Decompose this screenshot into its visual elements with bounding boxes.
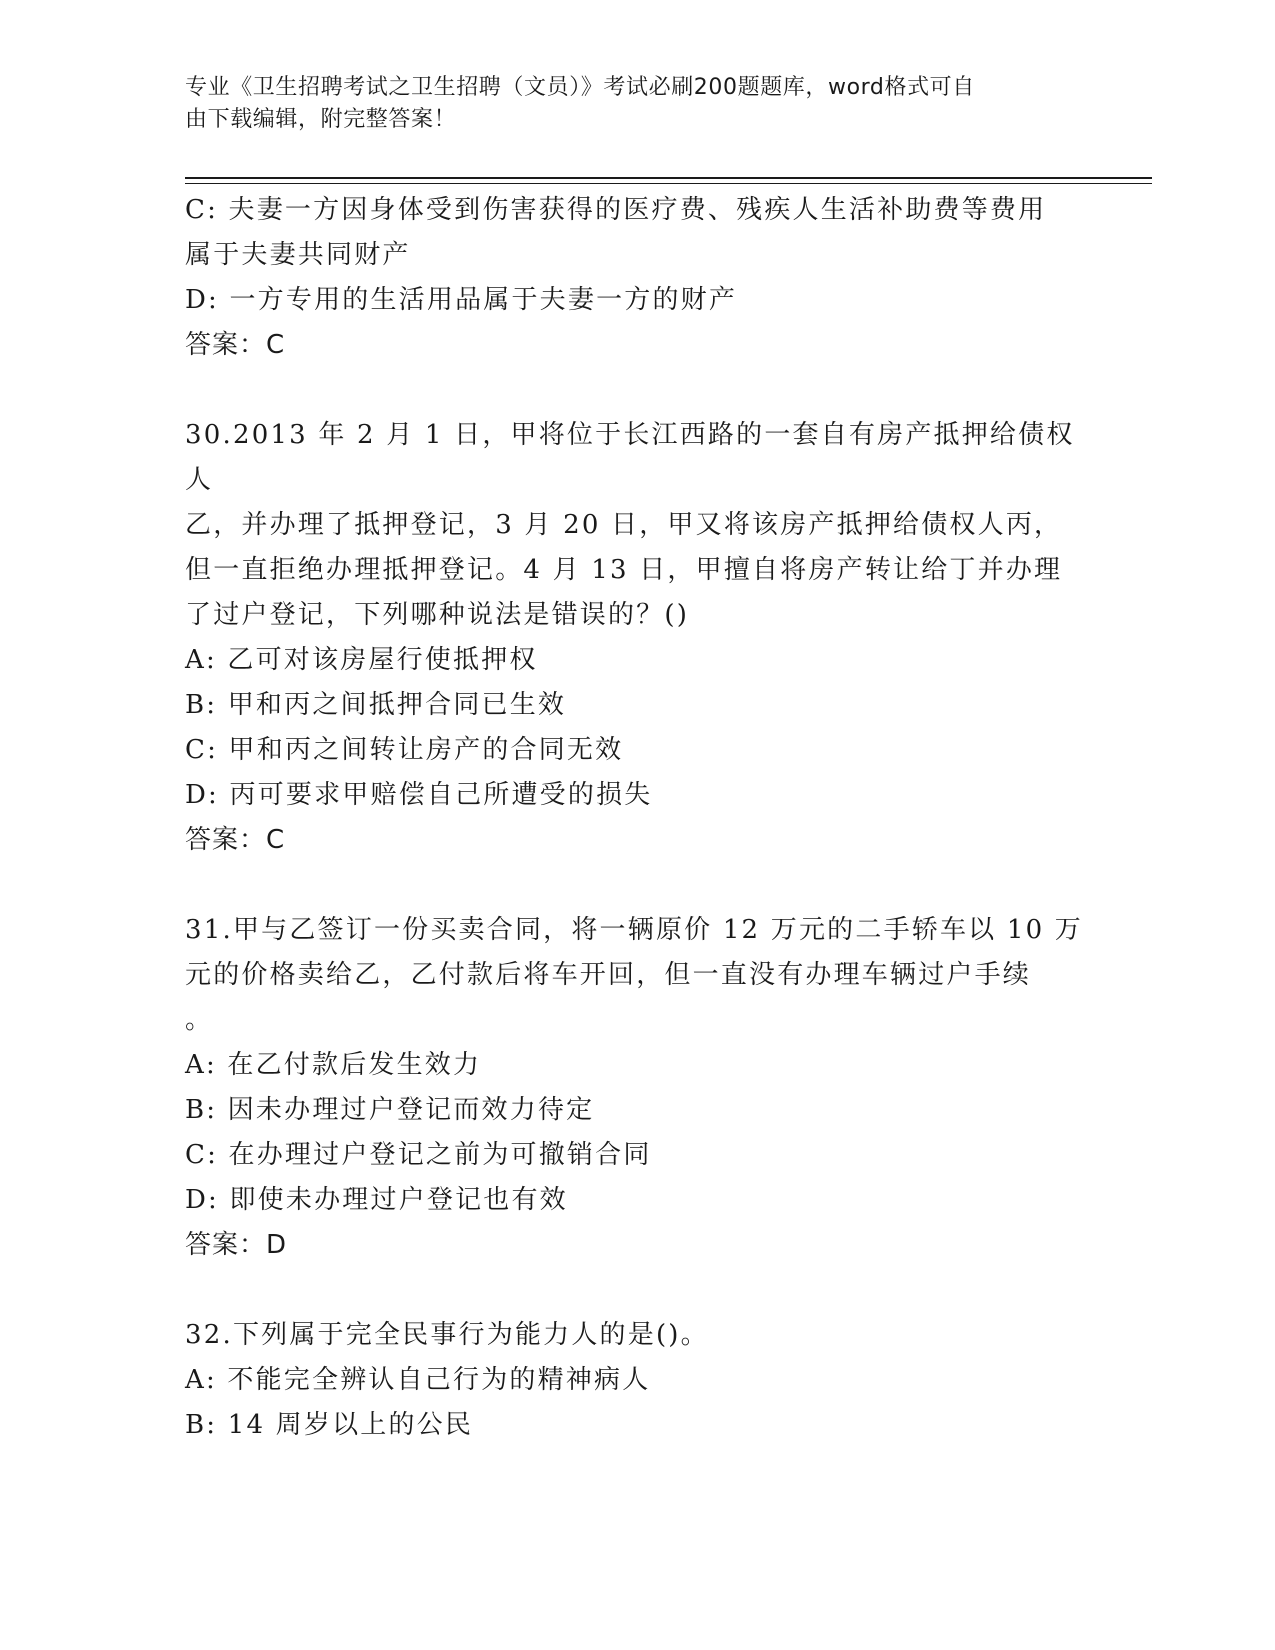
header-rule-thick bbox=[185, 177, 1152, 179]
question-stem-line-3: 但一直拒绝办理抵押登记。4 月 13 日，甲擅自将房产转让给丁并办理 bbox=[185, 555, 1063, 585]
option-a: A: 乙可对该房屋行使抵押权 bbox=[185, 645, 538, 675]
question-stem-line-4: 了过户登记，下列哪种说法是错误的？() bbox=[185, 600, 690, 630]
spacer bbox=[185, 863, 1085, 908]
option-d: D: 一方专用的生活用品属于夫妻一方的财产 bbox=[185, 285, 738, 315]
header-line-2: 由下载编辑，附完整答案！ bbox=[185, 107, 457, 132]
option-b: B: 因未办理过户登记而效力待定 bbox=[185, 1095, 595, 1125]
option-a: A: 不能完全辨认自己行为的精神病人 bbox=[185, 1365, 651, 1395]
option-b: B: 14 周岁以上的公民 bbox=[185, 1410, 474, 1440]
answer: 答案：D bbox=[185, 1230, 288, 1260]
option-a: A: 在乙付款后发生效力 bbox=[185, 1050, 482, 1080]
header-rule-thin bbox=[185, 183, 1152, 184]
question-32 bbox=[185, 1313, 1085, 1448]
question-stem-line-1: 30.2013 年 2 月 1 日，甲将位于长江西路的一套自有房产抵押给债权人 bbox=[185, 420, 1075, 495]
question-stem-line-1: 32.下列属于完全民事行为能力人的是()。 bbox=[185, 1320, 709, 1350]
option-b: B: 甲和丙之间抵押合同已生效 bbox=[185, 690, 567, 720]
question-31 bbox=[185, 908, 1085, 1268]
question-stem-line-3: 。 bbox=[185, 1005, 214, 1035]
question-stem-line-2: 乙，并办理了抵押登记，3 月 20 日，甲又将该房产抵押给债权人丙， bbox=[185, 510, 1063, 540]
option-c: C: 在办理过户登记之前为可撤销合同 bbox=[185, 1140, 652, 1170]
header-line-1: 专业《卫生招聘考试之卫生招聘（文员）》考试必刷200题题库，word格式可自 bbox=[185, 75, 975, 100]
option-c: C: 甲和丙之间转让房产的合同无效 bbox=[185, 735, 624, 765]
option-c-line-1: C: 夫妻一方因身体受到伤害获得的医疗费、残疾人生活补助费等费用 bbox=[185, 195, 1047, 225]
spacer bbox=[185, 368, 1085, 413]
option-c-line-2: 属于夫妻共同财产 bbox=[185, 240, 411, 270]
question-30 bbox=[185, 413, 1085, 863]
answer: 答案：C bbox=[185, 330, 286, 360]
option-d: D: 丙可要求甲赔偿自己所遭受的损失 bbox=[185, 780, 653, 810]
answer: 答案：C bbox=[185, 825, 286, 855]
option-d: D: 即使未办理过户登记也有效 bbox=[185, 1185, 568, 1215]
document-header bbox=[185, 72, 1085, 136]
document-body bbox=[185, 188, 1085, 1448]
question-stem-line-1: 31.甲与乙签订一份买卖合同，将一辆原价 12 万元的二手轿车以 10 万 bbox=[185, 915, 1083, 945]
question-29-continued bbox=[185, 188, 1085, 368]
spacer bbox=[185, 1268, 1085, 1313]
question-stem-line-2: 元的价格卖给乙，乙付款后将车开回，但一直没有办理车辆过户手续 bbox=[185, 960, 1032, 990]
